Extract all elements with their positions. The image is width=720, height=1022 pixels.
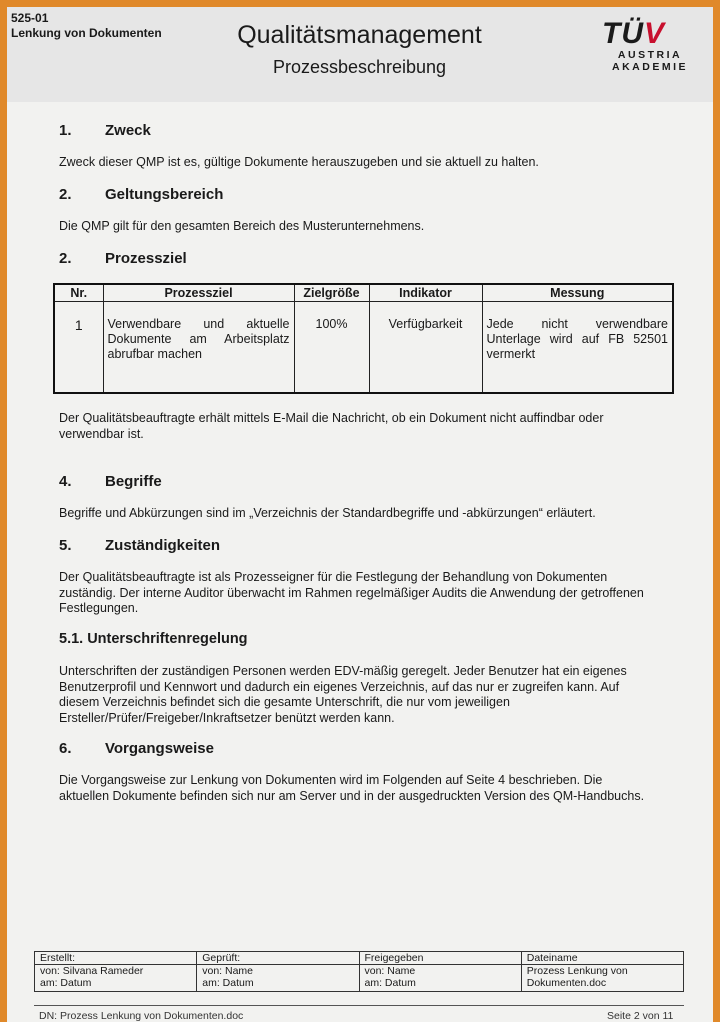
signature-value — [197, 965, 359, 992]
table-cell: Verwendbare und aktuelle Dokumente am Arbeitsplatz abrufbar machen — [103, 302, 294, 394]
table-cell: 100% — [294, 302, 369, 394]
table-row — [54, 302, 673, 394]
section-number: 1. — [59, 122, 72, 139]
signature-value-line: am: Datum — [364, 977, 416, 989]
table-header-cell: Indikator — [369, 284, 482, 302]
section-number: 2. — [59, 250, 72, 267]
signature-value — [35, 965, 197, 992]
section-title: Zweck — [105, 122, 151, 139]
document-id — [11, 11, 162, 41]
section-title: Geltungsbereich — [105, 186, 224, 203]
signature-label: Geprüft: — [197, 952, 359, 965]
section-number: 4. — [59, 473, 72, 490]
logo-line-akademie: AKADEMIE — [611, 61, 688, 73]
logo-mark: TÜ — [602, 17, 644, 50]
file-name-line: Dokumenten.doc — [526, 977, 607, 989]
section-title: Vorgangsweise — [105, 740, 214, 757]
section-text-zustaendigkeiten: Der Qualitätsbeauftragte ist als Prozesseigner für die Festlegung der Behandlung von Dokumenten zuständig. Der interne Auditor überwacht im Rahmen regelmäßiger Audits die Anwendung der getroffenen Festlegungen. — [59, 570, 644, 615]
section-text-zweck: Zweck dieser QMP ist es, gültige Dokumente herauszugeben und sie aktuell zu halten. — [59, 155, 539, 169]
signature-value-line: am: Datum — [40, 977, 92, 989]
document-number: 525-01 — [11, 11, 49, 25]
table-cell: Verfügbarkeit — [369, 302, 482, 394]
signature-table — [34, 951, 684, 992]
section-text-vorgangsweise: Die Vorgangsweise zur Lenkung von Dokumenten wird im Folgenden auf Seite 4 beschrieben. Die aktuellen Dokumente befinden sich nur am Server und in der ausgedruckten Version des QM-Handbuchs. — [59, 773, 645, 803]
signature-value-line: am: Datum — [202, 977, 254, 989]
signature-label-row — [35, 952, 684, 965]
footer-document-name: DN: Prozess Lenkung von Dokumenten.doc — [39, 1010, 244, 1022]
page-subtitle: Prozessbeschreibung — [272, 57, 447, 77]
table-cell: 1 — [54, 302, 103, 394]
section-number: 6. — [59, 740, 72, 757]
subsection-heading-unterschriftenregelung: 5.1. Unterschriftenregelung — [59, 631, 248, 647]
section-title: Begriffe — [105, 473, 162, 490]
table-header-row — [54, 284, 673, 302]
page-title: Qualitätsmanagement — [237, 21, 482, 49]
signature-label: Freigegeben — [359, 952, 521, 965]
signature-value-line: von: Name — [364, 965, 416, 977]
section-text-begriffe: Begriffe und Abkürzungen sind im „Verzeichnis der Standardbegriffe und -abkürzungen“ erläutert. — [59, 506, 596, 520]
signature-label: Erstellt: — [35, 952, 197, 965]
footer-divider — [34, 1005, 684, 1006]
table-header-cell: Messung — [482, 284, 673, 302]
table-cell: Jede nicht verwendbare Unterlage wird auf FB 52501 vermerkt — [482, 302, 673, 394]
signature-value-line: von: Silvana Rameder — [40, 965, 144, 977]
section-text-geltungsbereich: Die QMP gilt für den gesamten Bereich des Musterunternehmens. — [59, 219, 425, 233]
document-page — [7, 7, 713, 1022]
signature-value-row — [35, 965, 684, 992]
section-number: 2. — [59, 186, 72, 203]
section-number: 5. — [59, 537, 72, 554]
signature-value — [359, 965, 521, 992]
signature-label: Dateiname — [521, 952, 683, 965]
table-header-cell: Zielgröße — [294, 284, 369, 302]
process-goal-table — [53, 283, 674, 394]
document-name: Lenkung von Dokumenten — [11, 26, 162, 40]
table-header-cell: Prozessziel — [103, 284, 294, 302]
file-name-line: Prozess Lenkung von — [526, 965, 628, 977]
tuv-austria-logo — [602, 19, 702, 87]
footer-page-number: Seite 2 von 11 — [607, 1010, 674, 1022]
section-title: Zuständigkeiten — [105, 537, 221, 554]
section-text-unterschriftenregelung: Unterschriften der zuständigen Personen werden EDV-mäßig geregelt. Jeder Benutzer hat ein eigenes Benutzerprofil und Kennwort und dadurch ein eigenes Verzeichnis, auf das nur er zugreifen kann. Auf diesem Verzeichnis befindet sich die gesamte Unterschrift, die nur vom jeweiligen Ersteller/Prüfer/Freigeber/Inkraftsetzer benützt werden kann. — [59, 664, 627, 725]
table-header-cell: Nr. — [54, 284, 103, 302]
page-header — [7, 7, 713, 102]
file-name-value — [521, 965, 683, 992]
logo-line-austria: AUSTRIA — [617, 49, 683, 61]
section-title: Prozessziel — [105, 250, 187, 267]
logo-mark-accent: V — [644, 17, 666, 50]
signature-value-line: von: Name — [202, 965, 254, 977]
section-text-prozessziel: Der Qualitätsbeauftragte erhält mittels E-Mail die Nachricht, ob ein Dokument nicht auffindbar oder verwendbar ist. — [59, 411, 604, 441]
